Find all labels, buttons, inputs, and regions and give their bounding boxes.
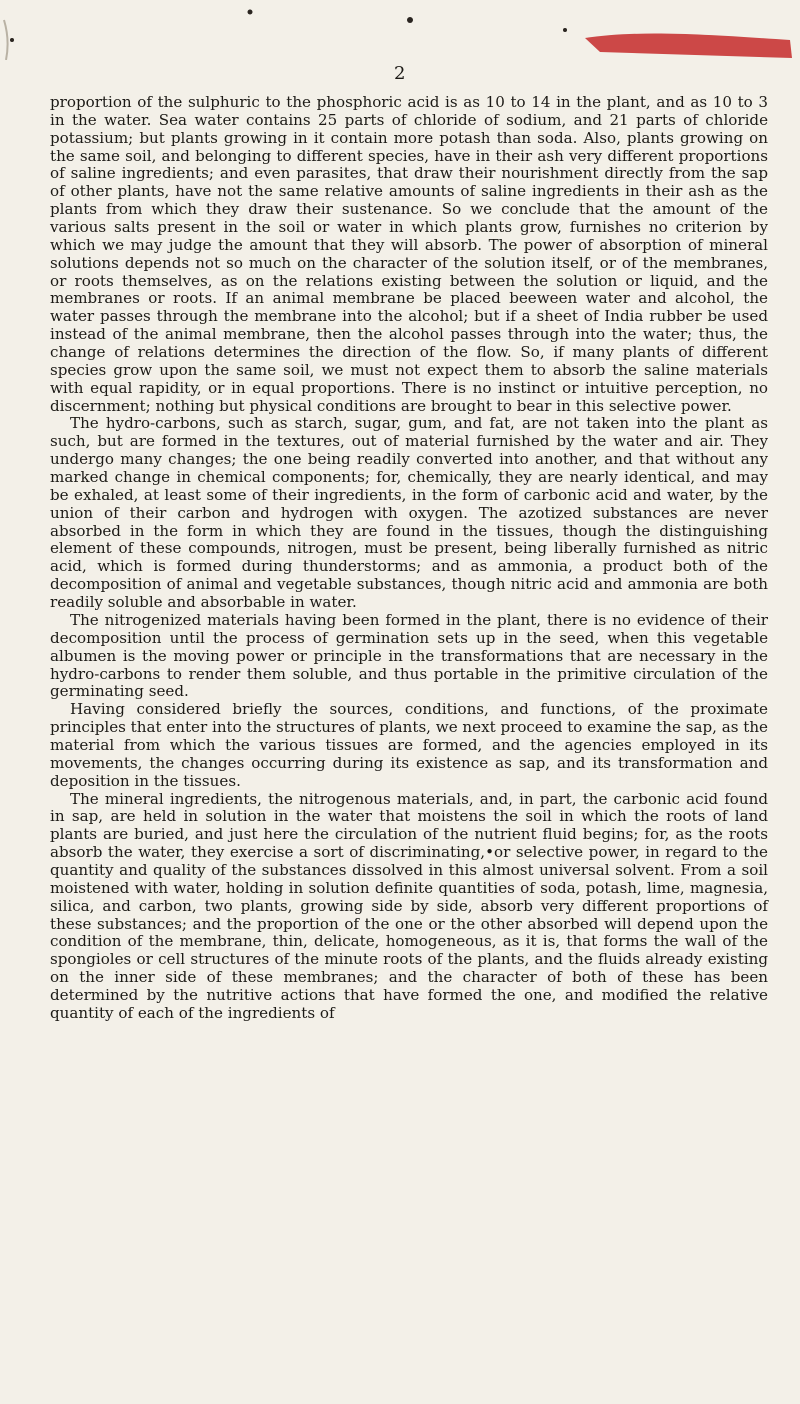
paragraph: The mineral ingredients, the nitrogenous materials, and, in part, the carbonic acid found in sap, are held in solution in the water that moistens the soil in which the roots of land plants are buried, and just here the circulation of the nutrient fluid begins; for, as the roots absorb the water, they exercise a sort of discriminating,•or selective power, in regard to the quantity and quality of the substances dissolved in this almost universal solvent. From a soil moistened with water, holding in solution definite quantities of soda, potash, lime, magnesia, silica, and carbon, two plants, growing side by side, absorb very different proportions of these substances; and the proportion of the one or the other absorbed will depend upon the condition of the membrane, thin, delicate, homogeneous, as it is, that forms the wall of the spongioles or cell structures of the minute roots of the plants, and the fluids already existing on the inner side of these membranes; and the character of both of these has been determined by the nutritive actions that have formed the one, and modified the relative quantity of each of the ingredients of (50, 789, 768, 1022)
paragraph: The nitrogenized materials having been formed in the plant, there is no evidence of their decomposition until the process of germination sets up in the seed, when this vegetable albumen is the moving power or principle in the transformations that are necessary in the hydro-carbons to render them soluble, and thus portable in the primitive circulation of the germinating seed. (50, 610, 768, 701)
paragraph: proportion of the sulphuric to the phosphoric acid is as 10 to 14 in the plant, and as 10 to 3 in the water. Sea water contains 25 parts of chloride of sodium, and 21 parts of chloride potassium; but plants growing in it contain more potash than soda. Also, plants growing on the same soil, and belonging to different species, have in their ash very different proportions of saline ingredients; and even parasites, that draw their nourishment directly from the sap of other plants, have not the same relative amounts of saline ingredients in their ash as the plants from which they draw their sustenance. So we conclude that the amount of the various salts present in the soil or water in which plants grow, furnishes no criterion by which we may judge the amount that they will absorb. The power of absorption of mineral solutions depends not so much on the character of the solution itself, or of the membranes, or roots themselves, as on the relations existing between the solution or liquid, and the membranes or roots. If an animal membrane be placed beeween water and alcohol, the water passes through the membrane into the alcohol; but if a sheet of India rubber be used instead of the animal membrane, then the alcohol passes through into the water; thus, the change of relations determines the direction of the flow. So, if many plants of different species grow upon the same soil, we must not expect them to absorb the saline materials with equal rapidity, or in equal proportions. There is no instinct or intuitive perception, no discernment; nothing but physical conditions are brought to bear in this selective power. (50, 93, 768, 415)
body-text (50, 94, 768, 1023)
paragraph: The hydro-carbons, such as starch, sugar, gum, and fat, are not taken into the plant as such, but are formed in the textures, out of material furnished by the water and air. They undergo many changes; the one being readily converted into another, and that without any marked change in chemical components; for, chemically, they are nearly identical, and may be exhaled, at least some of their ingredients, in the form of carbonic acid and water, by the union of their carbon and hydrogen with oxygen. The azotized substances are never absorbed in the form in which they are found in the tissues, though the distinguishing element of these compounds, nitrogen, must be present, being liberally furnished as nitric acid, which is formed during thunderstorms; and as ammonia, a product both of the decomposition of animal and vegetable substances, though nitric acid and ammonia are both readily soluble and absorbable in water. (50, 414, 768, 612)
scan-edge-mark (0, 0, 800, 60)
page-number: 2 (394, 63, 406, 84)
paragraph: Having considered briefly the sources, conditions, and functions, of the proximate principles that enter into the structures of plants, we next proceed to examine the sap, as the material from which the various tissues are formed, and the agencies employed in its movements, the changes occurring during its existence as sap, and its transformation and deposition in the tissues. (50, 700, 768, 790)
